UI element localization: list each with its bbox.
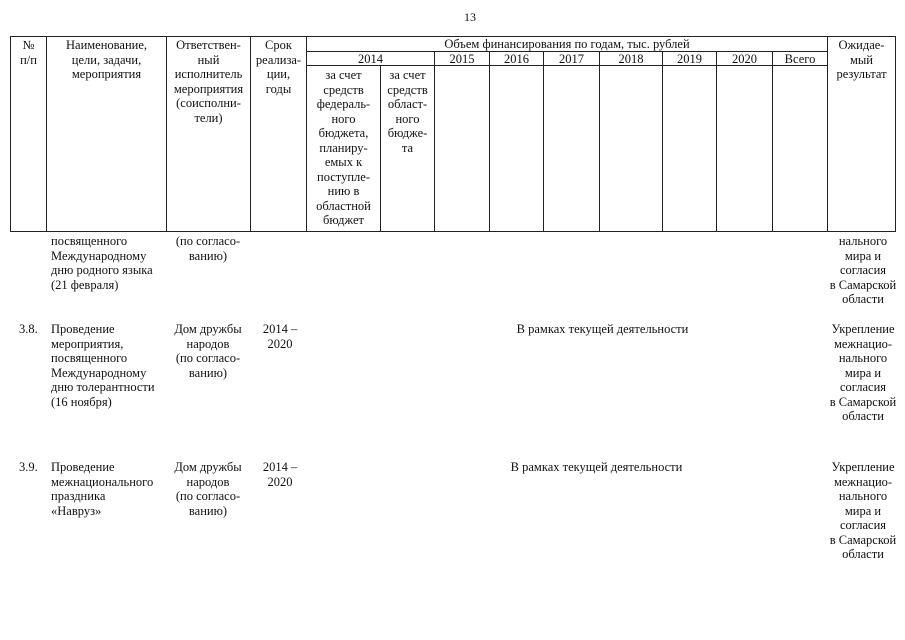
header-federal-budget: за счет средств федераль- ного бюджета, планиру- емых к поступле- нию в областной бюджет <box>316 68 371 227</box>
item-name: Проведение межнационального праздника «Навруз» <box>51 460 154 518</box>
header-name: Наименование, цели, задачи, мероприятия <box>66 38 147 81</box>
item-name: Проведение мероприятия, посвященного Международному дню толерантности (16 ноября) <box>51 322 155 409</box>
header-total: Всего <box>784 52 816 66</box>
header-result: Ожидае- мый результат <box>836 38 887 81</box>
header-financing: Объем финансирования по годам, тыс. рублей <box>444 37 690 51</box>
header-year: 2015 <box>449 52 475 66</box>
header-year: 2018 <box>618 52 644 66</box>
header-responsible: Ответствен- ный исполнитель мероприятия (соисполни- тели) <box>173 38 244 125</box>
item-result: Укрепление межнацио- нального мира и согласия в Самарской области <box>829 460 897 561</box>
item-result: Укрепление межнацио- нального мира и согласия в Самарской области <box>829 322 897 423</box>
header-year-2014: 2014 <box>358 52 383 66</box>
header-year: 2020 <box>732 52 757 66</box>
header-term: Срок реализа- ции, годы <box>255 38 302 96</box>
item-term: 2014 – 2020 <box>262 322 298 351</box>
header-number: № п/п <box>20 38 37 67</box>
item-responsible: Дом дружбы народов (по согласо- ванию) <box>174 460 242 518</box>
item-result: нального мира и согласия в Самарской области <box>829 234 897 306</box>
item-term: 2014 – 2020 <box>262 460 298 489</box>
header-year: 2016 <box>504 52 529 66</box>
item-name: посвященного Международному дню родного языка (21 февраля) <box>51 234 153 292</box>
header-regional-budget: за счет средств област- ного бюдже- та <box>387 68 428 155</box>
item-financing: В рамках текущей деятельности <box>516 322 689 336</box>
item-financing: В рамках текущей деятельности <box>510 460 683 474</box>
item-responsible: (по согласо- ванию) <box>175 234 241 263</box>
header-year: 2017 <box>559 52 584 66</box>
page-number: 13 <box>464 10 476 24</box>
item-number: 3.8. <box>19 322 38 336</box>
header-year: 2019 <box>677 52 702 66</box>
item-number: 3.9. <box>19 460 38 474</box>
item-responsible: Дом дружбы народов (по согласо- ванию) <box>174 322 242 380</box>
